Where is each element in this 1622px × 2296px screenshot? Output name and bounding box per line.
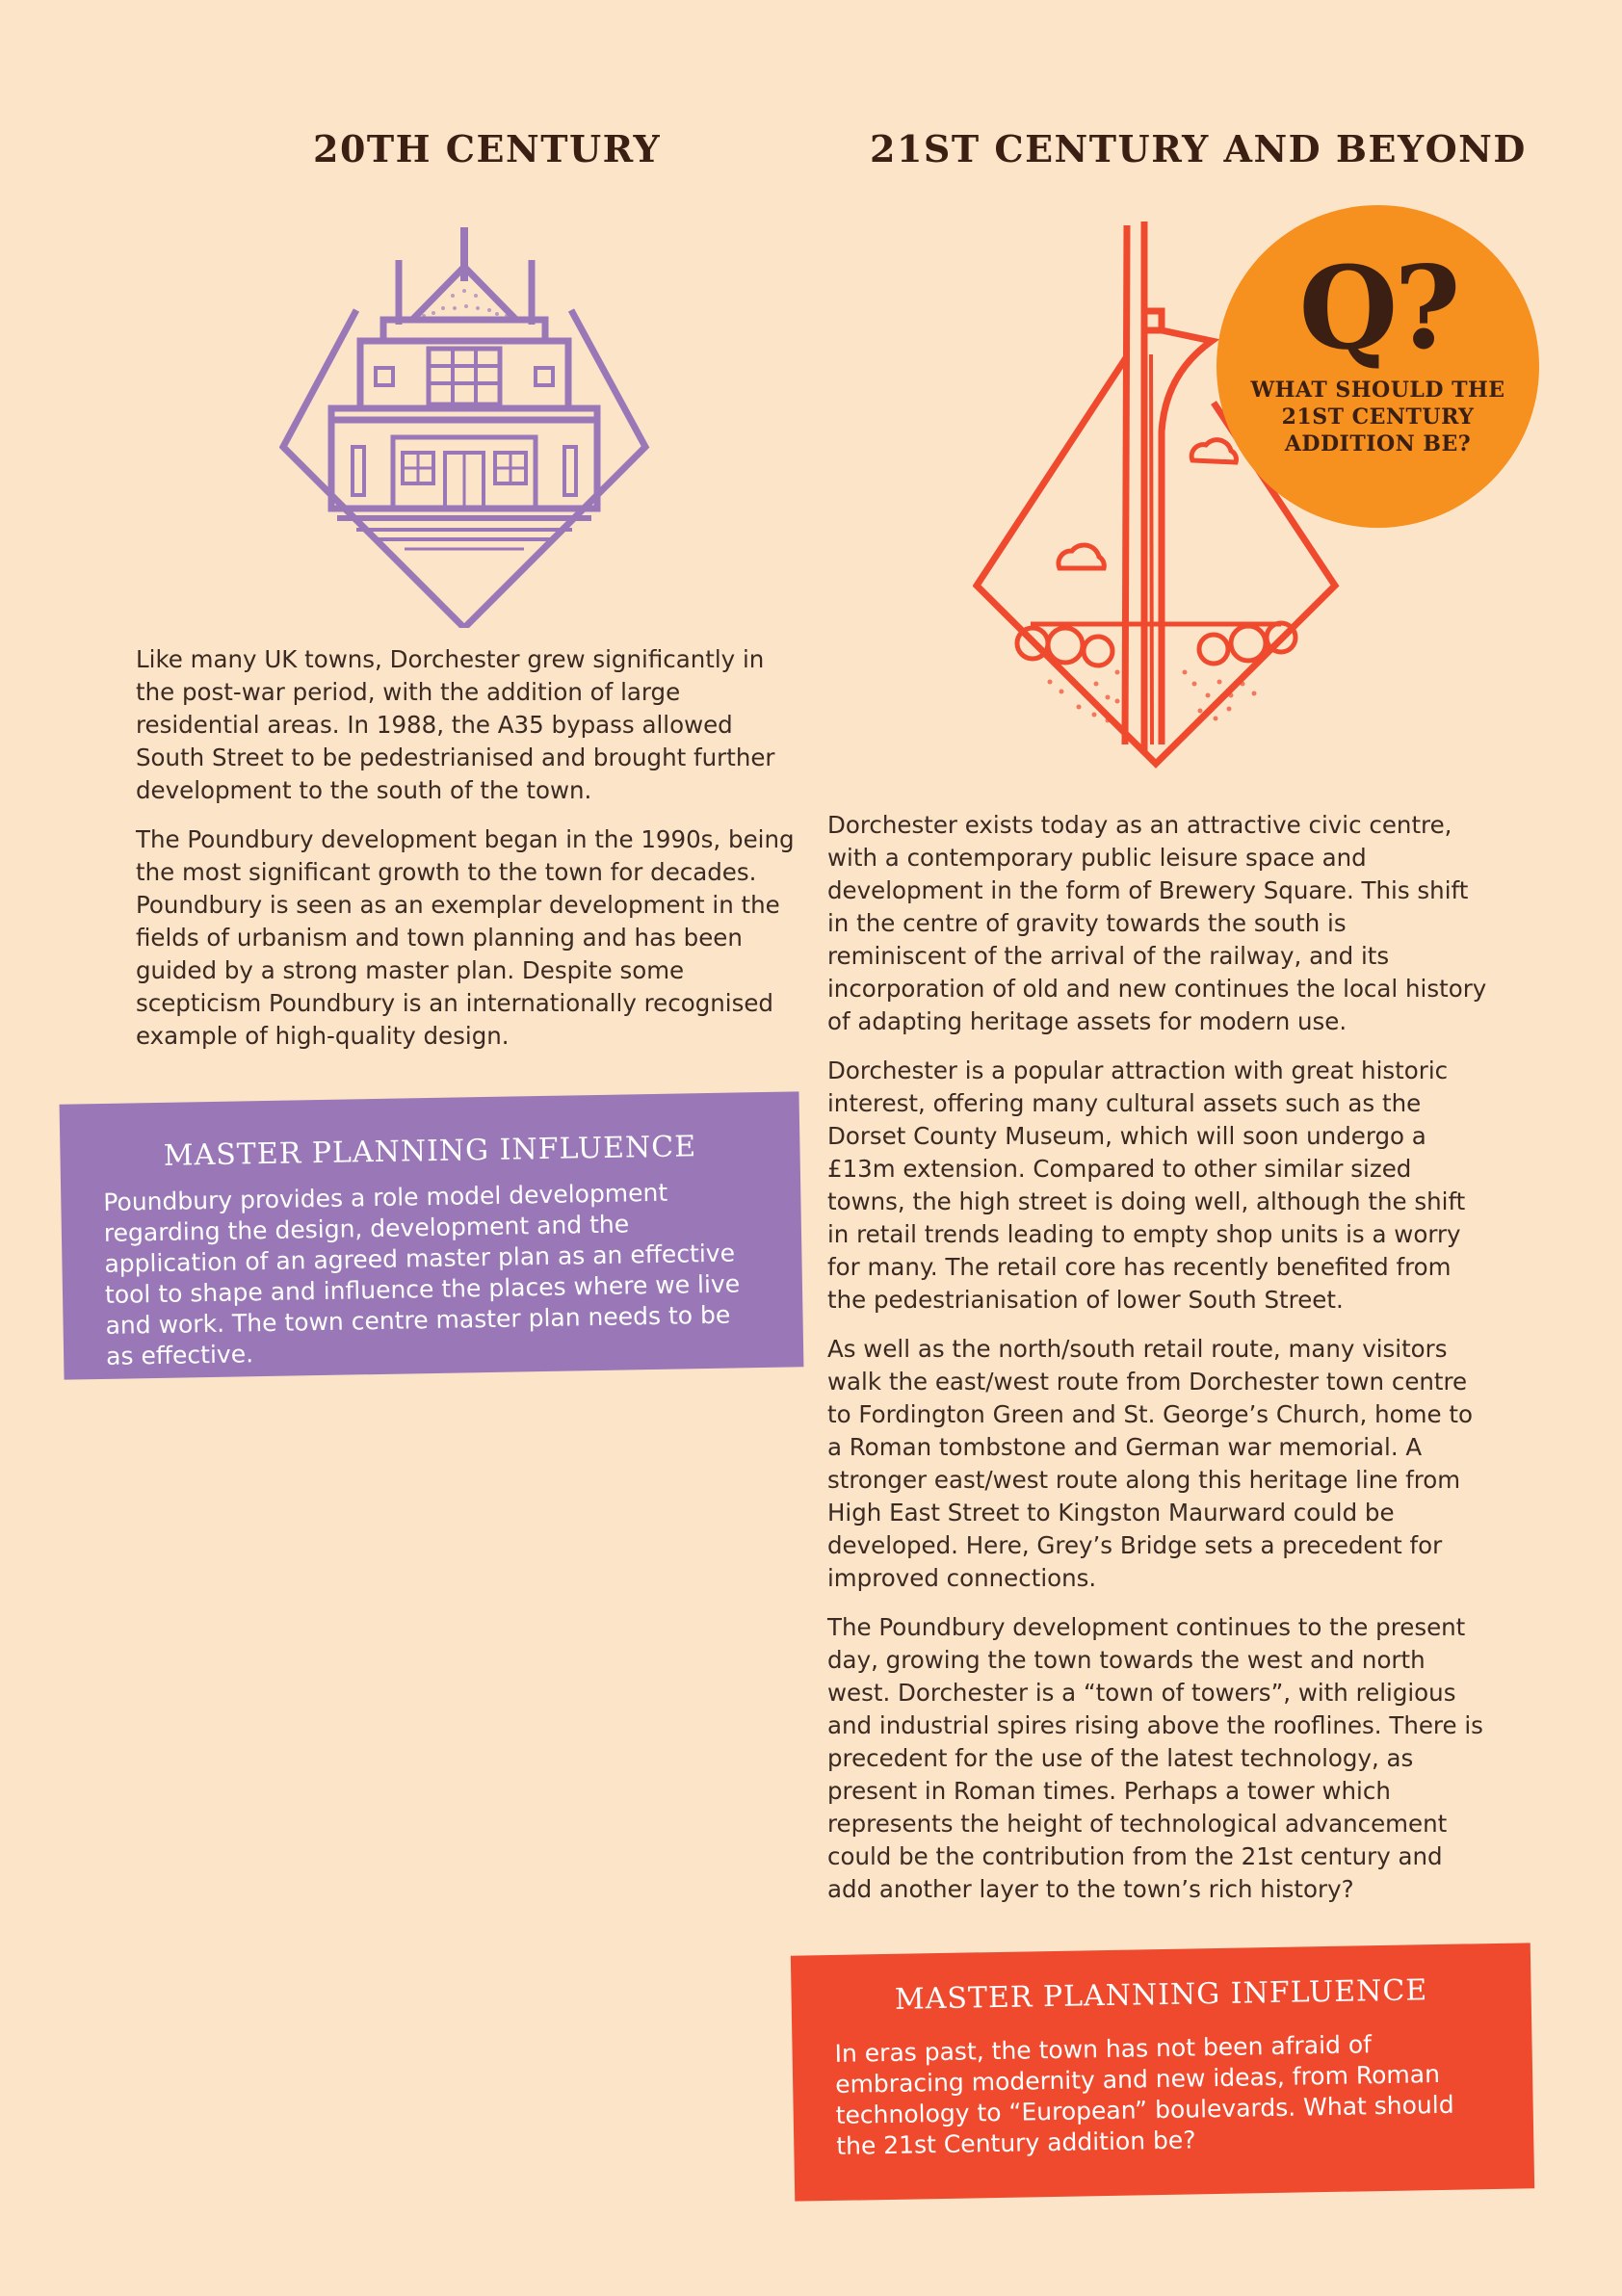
question-text: WHAT SHOULD THE 21ST CENTURY ADDITION BE? [1250,378,1505,457]
paragraph: Like many UK towns, Dorchester grew significantly in the post-war period, with the addition of large residential areas. In 1988, the A35 bypass allowed South Street to be pedestrianised and brought further development to the south of the town. [136,645,775,804]
poundbury-building-illustration [279,223,650,628]
right-body-text [827,809,1492,1922]
paragraph: Dorchester is a popular attraction with great historic interest, offering many cultural assets such as the Dorset County Museum, which will soon undergo a £13m extension. Compared to other similar sized towns, the high street is doing well, although the shift in retail trends leading to empty shop units is a worry for many. The retail core has recently benefited from the pedestrianisation of lower South Street. [827,1057,1466,1314]
heading-20th-century: 20TH CENTURY [313,127,662,170]
paragraph: The Poundbury development continues to the present day, growing the town towards the west and north west. Dorchester is a “town of towers”, with religious and industrial spires rising above the rooflines. There is precedent for the use of the latest technology, as present in Roman times. Perhaps a tower which represents the height of technological advancement could be the contribution from the 21st century and add another layer to the town’s rich history? [827,1613,1483,1903]
heading-21st-century: 21ST CENTURY AND BEYOND [870,127,1527,170]
master-planning-box-right [791,1943,1534,2201]
box-text: Poundbury provides a role model development regarding the design, development and the application of an agreed master plan as an effective tool to shape and influence the places where we live and work. The town centre master plan needs to be as effective. [103,1178,741,1370]
question-circle [1216,205,1539,528]
paragraph: The Poundbury development began in the 1990s, being the most significant growth to the town for decades. Poundbury is seen as an exemplar development in the fields of urbanism and town planning and has been guided by a strong master plan. Despite some scepticism Poundbury is an internationally recognised example of high-quality design. [136,825,795,1050]
box-title: MASTER PLANNING INFLUENCE [894,1973,1428,2017]
paragraph: Dorchester exists today as an attractive civic centre, with a contemporary public leisure space and development in the form of Brewery Square. This shift in the centre of gravity towards the south is reminiscent of the arrival of the railway, and its incorporation of old and new continues the local history of adapting heritage assets for modern use. [827,811,1487,1035]
paragraph: As well as the north/south retail route, many visitors walk the east/west route from Dorchester town centre to Fordington Green and St. George’s Church, home to a Roman tombstone and German war memorial. A stronger east/west route along this heritage line from High East Street to Kingston Maurward could be developed. Here, Grey’s Bridge sets a precedent for improved connections. [827,1335,1473,1592]
question-mark: Q? [1298,241,1457,375]
box-text: In eras past, the town has not been afraid of embracing modernity and new ideas, from Roman technology to “European” boulevards. What should the 21st Century addition be? [834,2030,1454,2160]
left-body-text [136,643,800,1069]
box-title: MASTER PLANNING INFLUENCE [163,1130,697,1173]
master-planning-box-left [60,1091,804,1379]
